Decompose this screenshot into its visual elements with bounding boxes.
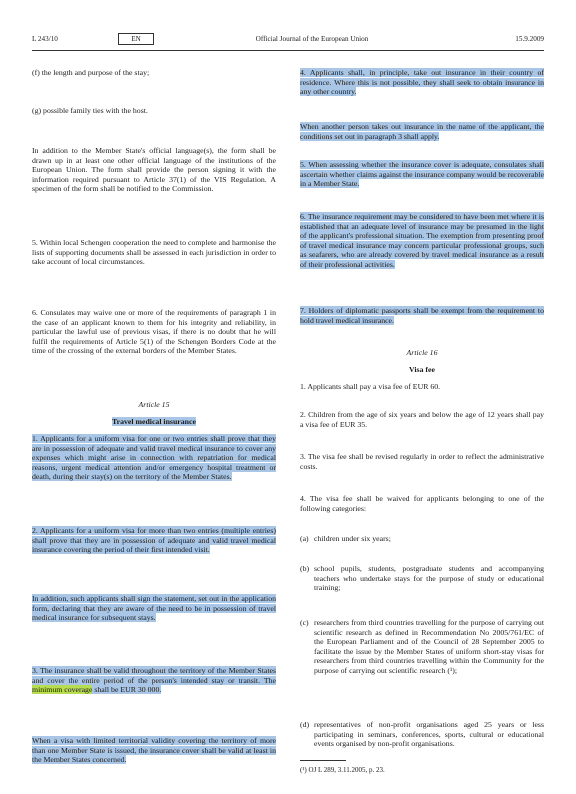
footnote-rule: [300, 760, 346, 761]
publication-date: 15.9.2009: [515, 35, 544, 43]
item-g: (g) possible family ties with the host.: [32, 106, 148, 115]
article-16-title: Visa fee: [409, 365, 435, 374]
paragraph-5: 5. Within local Schengen cooperation the need to complete and harmonise the lists of supporting documents shall be assessed in each jurisdiction in order to take account of local circumstances.: [32, 238, 276, 267]
article-15-para-4b: When another person takes out insurance in the name of the applicant, the conditions set out in paragraph 3 shall apply.: [300, 122, 544, 141]
article-15-para-3b: When a visa with limited territorial validity covering the territory of more than one Member State is issued, the insurance cover shall be valid at least in the Member States concerned.: [32, 736, 276, 765]
list-item: (d) representatives of non-profit organisations aged 25 years or less participating in seminars, conferences, sports, cultural or educational events organised by non-profit organisations.: [300, 720, 544, 749]
list-item: (a) children under six years;: [300, 534, 391, 543]
page-reference: L 243/10: [32, 35, 58, 43]
list-item: (b) school pupils, students, postgraduate students and accompanying teachers who undertake stays for the purpose of study or educational training;: [300, 564, 544, 593]
list-item: (c) researchers from third countries travelling for the purpose of carrying out scientific research as defined in Recommendation No 2005/761/EC of the European Parliament and of the Council of 28 September 2005 to facilitate the issue by the Member States of uniform short-stay visas for researchers from third countries travelling within the Community for the purpose of carrying out scientific research (¹);: [300, 618, 544, 675]
header-rule: [32, 50, 544, 51]
article-15-para-1: 1. Applicants for a uniform visa for one or two entries shall prove that they are in possession of adequate and valid travel medical insurance to cover any expenses which might arise in connection with repatriation for medical reasons, urgent medical attention and/or emergency hospital treatment or death, during their stay(s) on the territory of the Member States.: [32, 434, 276, 482]
visa-fee-para-4: 4. The visa fee shall be waived for applicants belonging to one of the following categories:: [300, 494, 544, 513]
article-15-title: Travel medical insurance: [112, 417, 196, 426]
form-language-paragraph: In addition to the Member State's official language(s), the form shall be drawn up in at least one other official language of the institutions of the European Union. The form shall provide the person signing it with the information required pursuant to Article 37(1) of the VIS Regulation. A specimen of the form shall be notified to the Commission.: [32, 146, 276, 194]
article-15-para-6: 6. The insurance requirement may be considered to have been met where it is established that an adequate level of insurance may be presumed in the light of the applicant's professional situation. The exemption from presenting proof of travel medical insurance may concern particular professional groups, such as seafarers, who are already covered by travel medical insurance as a result of their professional activities.: [300, 212, 544, 269]
item-f: (f) the length and purpose of the stay;: [32, 68, 150, 77]
page-header: [32, 32, 544, 46]
visa-fee-para-1: 1. Applicants shall pay a visa fee of EUR 60.: [300, 382, 441, 391]
article-15-para-5: 5. When assessing whether the insurance cover is adequate, consulates shall ascertain whether claims against the insurance company would be recoverable in a Member State.: [300, 160, 544, 189]
article-15-heading: Article 15: [138, 400, 170, 409]
article-16-heading: Article 16: [406, 348, 438, 357]
visa-fee-para-2: 2. Children from the age of six years and below the age of 12 years shall pay a visa fee of EUR 35.: [300, 410, 544, 429]
visa-fee-para-3: 3. The visa fee shall be revised regularly in order to reflect the administrative costs.: [300, 452, 544, 471]
article-15-para-2b: In addition, such applicants shall sign the statement, set out in the application form, declaring that they are aware of the need to be in possession of travel medical insurance for subsequent stays.: [32, 594, 276, 623]
footnote: (¹) OJ L 289, 3.11.2005, p. 23.: [300, 766, 385, 774]
language-badge: EN: [118, 33, 154, 45]
journal-title: Official Journal of the European Union: [255, 35, 369, 43]
article-15-para-3: 3. The insurance shall be valid throughout the territory of the Member States and cover the entire period of the person's intended stay or transit. The minimum coverage shall be EUR 30 000.: [32, 666, 276, 695]
paragraph-6: 6. Consulates may waive one or more of the requirements of paragraph 1 in the case of an applicant known to them for his integrity and reliability, in particular the lawful use of previous visas, if there is no doubt that he will fulfil the requirements of Article 5(1) of the Schengen Borders Code at the time of the crossing of the external borders of the Member States.: [32, 308, 276, 356]
article-15-para-7: 7. Holders of diplomatic passports shall be exempt from the requirement to hold travel medical insurance.: [300, 306, 544, 325]
article-15-para-4: 4. Applicants shall, in principle, take out insurance in their country of residence. Where this is not possible, they shall seek to obtain insurance in any other country.: [300, 68, 544, 97]
minimum-coverage-highlight: minimum coverage: [32, 685, 93, 695]
article-15-para-2: 2. Applicants for a uniform visa for more than two entries (multiple entries) shall prove that they are in possession of adequate and valid travel medical insurance covering the period of their first intended visit.: [32, 526, 276, 555]
